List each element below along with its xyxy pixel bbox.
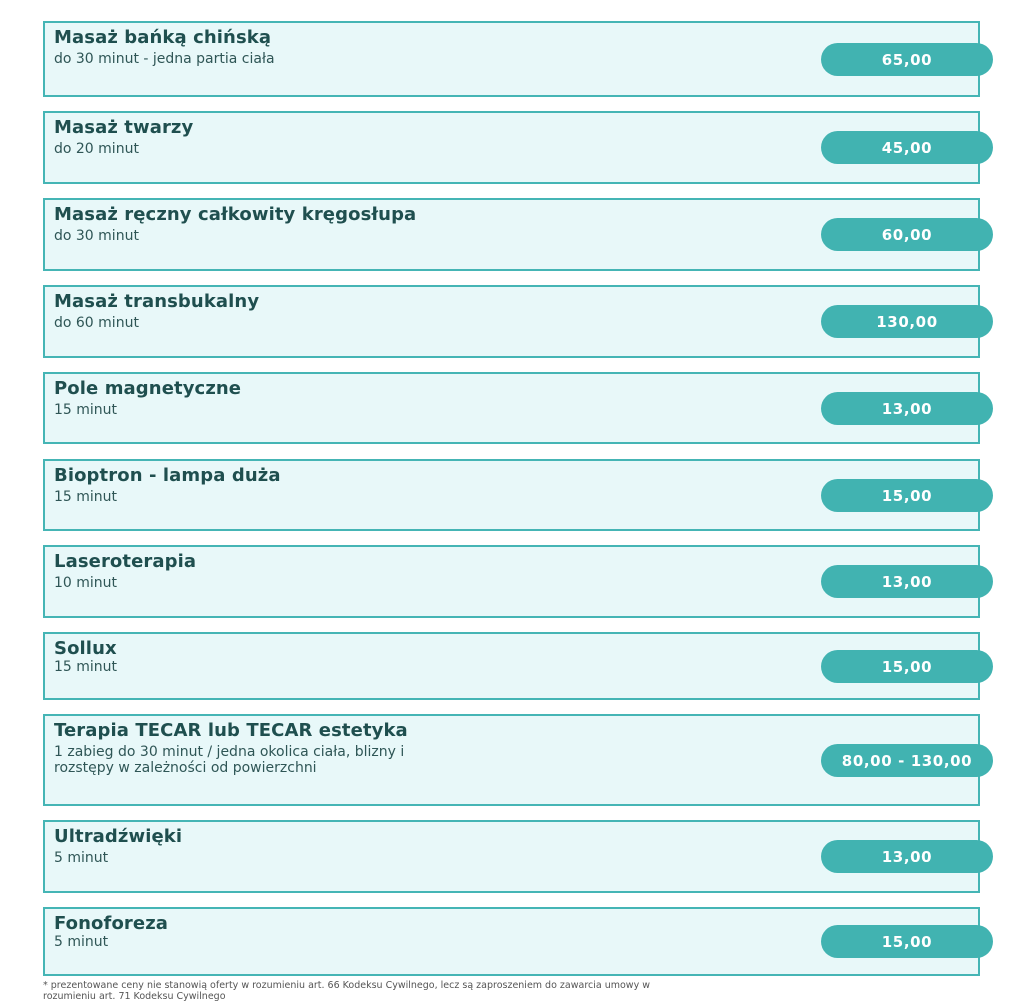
- service-description: 1 zabieg do 30 minut / jedna okolica ciała, blizny i rozstępy w zależności od powierzchni: [54, 744, 405, 776]
- price-badge: 60,00: [821, 218, 993, 251]
- service-description: 5 minut: [54, 850, 109, 866]
- service-description: 15 minut: [54, 402, 118, 418]
- price-disclaimer: * prezentowane ceny nie stanowią oferty w rozumieniu art. 66 Kodeksu Cywilnego, lecz są zaproszeniem do zawarcia umowy w rozumieniu art. 71 Kodeksu Cywilnego: [43, 980, 650, 1002]
- price-badge: 80,00 - 130,00: [821, 744, 993, 777]
- price-badge: 15,00: [821, 925, 993, 958]
- price-badge: 15,00: [821, 650, 993, 683]
- price-badge: 15,00: [821, 479, 993, 512]
- service-name: Fonoforeza: [54, 913, 169, 934]
- service-name: Bioptron - lampa duża: [54, 465, 281, 486]
- service-name: Masaż bańką chińską: [54, 27, 272, 48]
- service-name: Masaż ręczny całkowity kręgosłupa: [54, 204, 417, 225]
- price-badge: 130,00: [821, 305, 993, 338]
- service-description: do 20 minut: [54, 141, 139, 157]
- price-badge: 13,00: [821, 840, 993, 873]
- service-name: Masaż twarzy: [54, 117, 194, 138]
- service-description: 15 minut: [54, 489, 118, 505]
- service-description: do 30 minut: [54, 228, 139, 244]
- price-badge: 13,00: [821, 565, 993, 598]
- price-badge: 13,00: [821, 392, 993, 425]
- service-description: 5 minut: [54, 934, 109, 950]
- service-name: Laseroterapia: [54, 551, 197, 572]
- service-name: Sollux: [54, 638, 117, 659]
- service-name: Masaż transbukalny: [54, 291, 260, 312]
- service-name: Pole magnetyczne: [54, 378, 242, 399]
- price-badge: 45,00: [821, 131, 993, 164]
- service-description: 15 minut: [54, 659, 118, 675]
- service-description: do 30 minut - jedna partia ciała: [54, 51, 275, 67]
- service-name: Ultradźwięki: [54, 826, 183, 847]
- service-name: Terapia TECAR lub TECAR estetyka: [54, 720, 408, 741]
- price-badge: 65,00: [821, 43, 993, 76]
- service-description: do 60 minut: [54, 315, 139, 331]
- service-description: 10 minut: [54, 575, 118, 591]
